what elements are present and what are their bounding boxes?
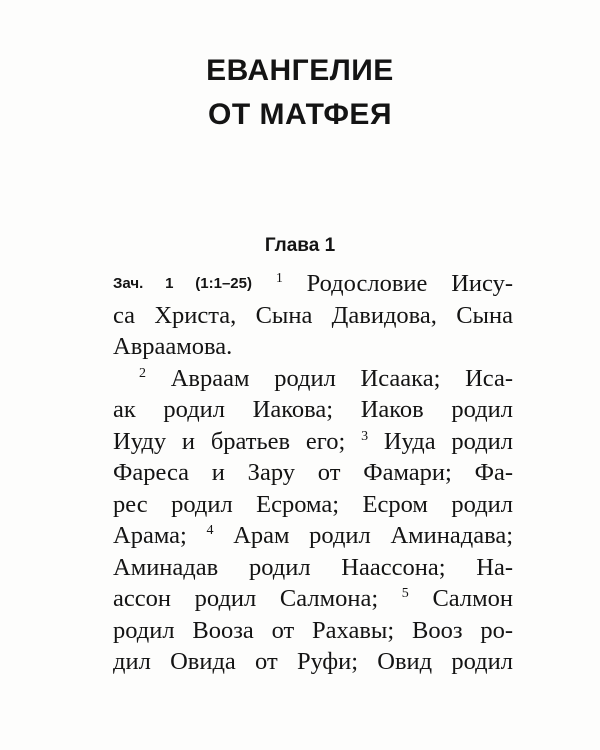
text-line: Фареса и Зару от Фамари; Фа- xyxy=(113,459,513,486)
text-line xyxy=(113,520,513,552)
text-line xyxy=(113,268,513,300)
text-line: родил Вооза от Рахавы; Вооз ро- xyxy=(113,616,513,644)
verse-text: Арама; xyxy=(113,522,187,549)
verse-text: Иуду и братьев его; xyxy=(113,427,346,455)
verse-text: Родословие Иису- xyxy=(306,270,513,297)
book-title-line-2: ОТ МАТФЕЯ xyxy=(207,98,393,131)
verse-number: 5 xyxy=(401,586,409,601)
text-line: дил Овида от Руфи; Овид родил xyxy=(113,648,513,675)
text-line xyxy=(113,583,513,615)
text-line: Аминадав родил Наассона; На- xyxy=(113,553,513,581)
text-line: Авраамова. xyxy=(113,333,233,360)
text-line: рес родил Есрома; Есром родил xyxy=(113,490,513,518)
text-line xyxy=(113,426,513,458)
verse-text: Салмон xyxy=(432,585,513,612)
verse-text: Авраам родил Исаака; Иса- xyxy=(170,364,514,392)
verse-number: 2 xyxy=(139,365,146,381)
text-line xyxy=(113,363,513,395)
book-title-line-1: ЕВАНГЕЛИЕ xyxy=(206,54,394,87)
verse-number: 4 xyxy=(206,523,214,538)
verse-number: 1 xyxy=(275,271,283,286)
reading-marker: Зач. 1 (1:1–25) xyxy=(113,275,252,292)
chapter-heading: Глава 1 xyxy=(264,235,336,256)
verse-text: Арам родил Аминадава; xyxy=(233,522,514,549)
text-line: са Христа, Сына Давидова, Сына xyxy=(113,301,513,329)
verse-number: 3 xyxy=(361,428,369,444)
verse-text: Иуда родил xyxy=(383,427,513,455)
verse-text: ассон родил Салмона; xyxy=(113,585,379,612)
text-line: ак родил Иакова; Иаков родил xyxy=(113,396,513,423)
chapter-text xyxy=(113,268,513,678)
